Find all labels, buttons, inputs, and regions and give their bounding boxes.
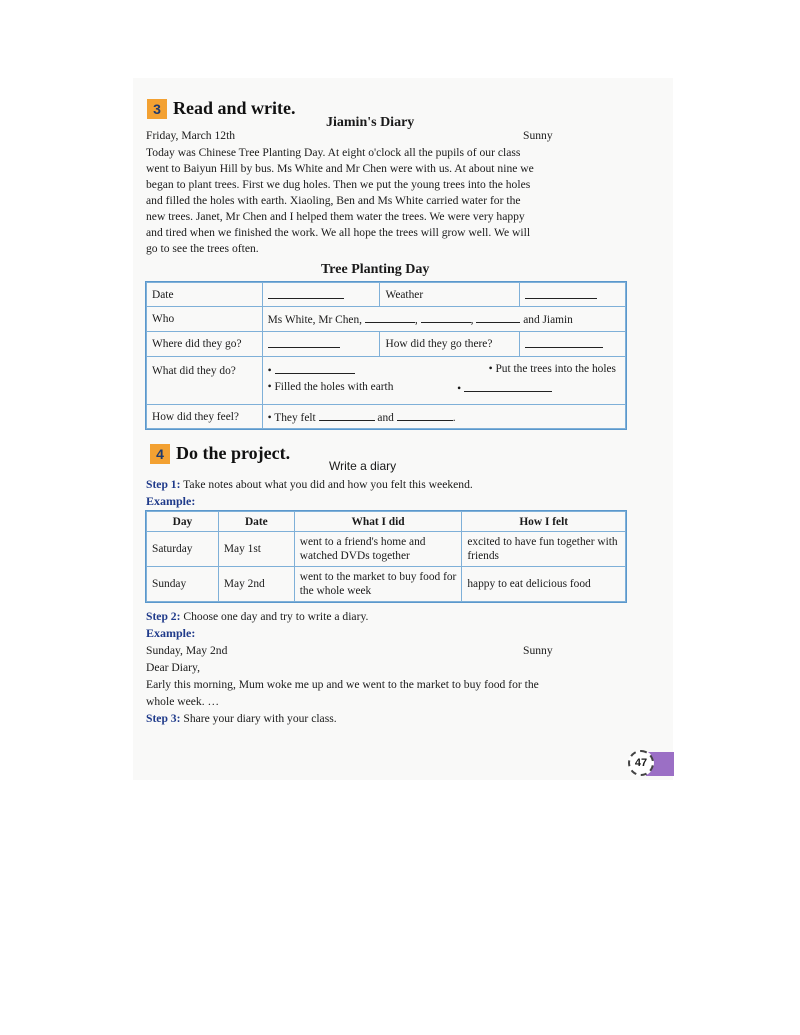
where-label: Where did they go? [147,332,263,357]
comma: , [414,314,418,326]
period: . [452,411,456,424]
who-suffix: and Jiamin [523,314,573,326]
example-date: Sunday, May 2nd [146,644,228,657]
what-item-2: • Filled the holes with earth [267,380,394,393]
weather-answer-cell [520,283,626,307]
answer-blank[interactable] [397,410,453,421]
answer-blank[interactable] [268,337,340,348]
example-label: Example: [146,626,196,640]
what-item-1: • Put the trees into the holes [488,362,616,375]
answer-blank[interactable] [365,312,415,323]
answer-blank[interactable] [275,363,355,374]
page-number: 47 [628,750,654,776]
how-go-label: How did they go there? [380,332,520,357]
column-header: Day [147,512,219,532]
section-4-header [150,443,290,464]
table-cell: went to a friend's home and watched DVDs together [294,532,462,567]
date-answer-cell [262,283,380,307]
table-row [147,532,626,567]
table-title: Tree Planting Day [321,262,430,277]
table-header-row [147,512,626,532]
table-row [147,307,626,332]
table-row [147,405,626,429]
answer-blank[interactable] [268,288,344,299]
feel-prefix: • They felt [267,411,316,424]
greeting: Dear Diary, [146,661,200,674]
diary-body [146,145,631,257]
who-prefix: Ms White, Mr Chen, [267,314,363,326]
table-row [147,283,626,307]
diary-line: go to see the trees often. [146,242,259,255]
diary-title: Jiamin's Diary [326,115,415,130]
diary-line: began to plant trees. First we dug holes. Then we put the young trees into the holes [146,178,531,191]
table-cell: went to the market to buy food for the whole week [294,567,462,602]
feel-label: How did they feel? [147,405,263,429]
table-cell: excited to have fun together with friends [462,532,626,567]
step-2 [146,609,368,625]
table-cell: Saturday [147,532,219,567]
example-weather: Sunny [523,644,553,657]
example-table [146,511,626,602]
page-number-badge [626,750,674,778]
step-label: Step 3: [146,712,181,725]
date-label: Date [147,283,263,307]
what-answer-cell [262,357,625,405]
diary-line: Today was Chinese Tree Planting Day. At eight o'clock all the pupils of our class [146,146,521,159]
bullet: • [267,364,272,377]
what-label: What did they do? [147,357,263,405]
step-1 [146,477,473,493]
feel-and: and [377,411,394,424]
answer-blank[interactable] [476,312,520,323]
diary-date: Friday, March 12th [146,129,236,142]
diary-line: and tired when we finished the work. We all hope the trees will grow well. We will [146,226,531,239]
diary-line: and filled the holes with earth. Xiaoling, Ben and Ms White carried water for the [146,194,521,207]
table-row [147,332,626,357]
example-label: Example: [146,494,196,508]
example-body-line: Early this morning, Mum woke me up and we went to the market to buy food for the [146,678,539,691]
diary-line: went to Baiyun Hill by bus. Ms White and Mr Chen were with us. At about nine we [146,162,534,175]
what-line-1 [268,363,620,381]
table-row [147,567,626,602]
answer-blank[interactable] [525,337,603,348]
table-row [147,357,626,405]
what-line-2 [268,381,620,399]
section-number-badge: 4 [150,444,170,464]
section-title: Read and write. [173,98,296,118]
column-header: Date [218,512,294,532]
who-label: Who [147,307,263,332]
tree-planting-table [146,282,626,429]
example-body-line: whole week. … [146,695,220,708]
column-header: How I felt [462,512,626,532]
answer-blank[interactable] [319,410,375,421]
step-label: Step 1: [146,478,181,491]
section-3-header [147,98,296,119]
table-cell: May 2nd [218,567,294,602]
what-blank-item [268,363,355,381]
step-text: Choose one day and try to write a diary. [180,610,369,623]
step-text: Take notes about what you did and how you felt this weekend. [180,478,473,491]
diary-line: new trees. Janet, Mr Chen and I helped them water the trees. We were very happy [146,210,525,223]
table-cell: Sunday [147,567,219,602]
diary-weather: Sunny [523,129,553,142]
where-answer-cell [262,332,380,357]
answer-blank[interactable] [525,288,597,299]
who-answer-cell [262,307,625,332]
step-label: Step 2: [146,610,181,623]
weather-label: Weather [380,283,520,307]
table-cell: happy to eat delicious food [462,567,626,602]
table-cell: May 1st [218,532,294,567]
column-header: What I did [294,512,462,532]
answer-blank[interactable] [421,312,471,323]
section-title: Do the project. [176,443,291,463]
how-go-answer-cell [520,332,626,357]
answer-blank[interactable] [464,381,552,392]
section-number-badge: 3 [147,99,167,119]
bullet: • [457,382,462,395]
feel-answer-cell [262,405,625,429]
what-blank-item [457,381,620,399]
step-3 [146,711,337,727]
step-text: Share your diary with your class. [180,712,337,725]
project-subtitle: Write a diary [329,459,397,473]
comma: , [470,314,474,326]
